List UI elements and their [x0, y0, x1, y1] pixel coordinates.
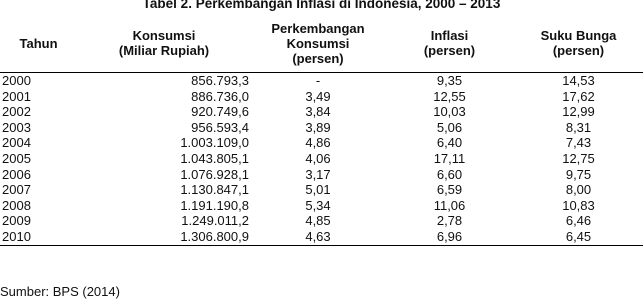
- cell-perkembangan: 3,49: [305, 88, 331, 104]
- cell-tahun: 2004: [2, 135, 31, 151]
- cell-tahun: 2002: [2, 104, 31, 120]
- cell-tahun: 2010: [0, 229, 77, 245]
- header-inflasi: [385, 14, 514, 73]
- cell-konsumsi: 886.736,0: [191, 88, 249, 104]
- cell-tahun: 2001: [2, 88, 31, 104]
- cell-perkembangan: 3,84: [305, 104, 331, 120]
- cell-suku-bunga: 17,62: [562, 88, 595, 104]
- data-table: [0, 14, 643, 246]
- cell-inflasi: 6,60: [436, 166, 463, 182]
- cell-konsumsi: 1.249.011,2: [181, 213, 249, 229]
- cell-konsumsi: 1.003.109,0: [180, 135, 249, 151]
- cell-perkembangan: 4,63: [251, 229, 385, 245]
- cell-perkembangan: 3,17: [305, 166, 331, 182]
- cell-suku-bunga: 10,83: [562, 197, 595, 213]
- cell-suku-bunga: 7,43: [565, 135, 592, 151]
- cell-suku-bunga: 9,75: [565, 166, 592, 182]
- header-line: (persen): [292, 50, 344, 66]
- cell-tahun: 2006: [2, 166, 31, 182]
- cell-perkembangan: 5,01: [305, 182, 331, 198]
- cell-perkembangan: 4,86: [305, 135, 331, 151]
- cell-tahun: 2005: [2, 150, 31, 166]
- header-line: Konsumsi: [286, 35, 350, 51]
- cell-inflasi: 5,06: [436, 119, 463, 135]
- cell-perkembangan: 4,06: [305, 150, 331, 166]
- header-line: Konsumsi: [132, 28, 196, 43]
- header-line: Tahun: [19, 35, 58, 51]
- source-note: Sumber: BPS (2014): [0, 284, 120, 299]
- cell-inflasi: 12,55: [433, 88, 466, 104]
- cell-konsumsi: 1.191.190,8: [180, 197, 249, 213]
- cell-konsumsi: 1.076.928,1: [180, 166, 249, 182]
- table-row: [0, 213, 643, 229]
- table-row: [0, 167, 643, 183]
- table-row: [0, 198, 643, 214]
- cell-inflasi: 6,96: [385, 229, 514, 245]
- header-perkembangan-konsumsi: [251, 14, 385, 73]
- table-title: Tabel 2. Perkembangan Inflasi di Indonesia, 2000 – 2013: [142, 0, 501, 11]
- cell-inflasi: 9,35: [436, 73, 463, 88]
- cell-perkembangan: 3,89: [305, 119, 331, 135]
- cell-konsumsi: 1.043.805,1: [180, 150, 249, 166]
- cell-tahun: 2000: [2, 73, 31, 88]
- cell-inflasi: 10,03: [433, 104, 466, 120]
- cell-inflasi: 2,78: [436, 213, 463, 229]
- header-line: Inflasi: [430, 28, 469, 43]
- cell-konsumsi: 1.306.800,9: [77, 229, 251, 245]
- cell-tahun: 2008: [2, 197, 31, 213]
- cell-suku-bunga: 6,46: [565, 213, 592, 229]
- table-row: [0, 229, 643, 245]
- cell-suku-bunga: 12,75: [562, 150, 595, 166]
- cell-konsumsi: 920.749,6: [191, 104, 249, 120]
- cell-konsumsi: 856.793,3: [191, 73, 249, 88]
- header-line: (Miliar Rupiah): [118, 43, 210, 58]
- table-row: [0, 104, 643, 120]
- table-row: [0, 135, 643, 151]
- cell-perkembangan: 4,85: [305, 213, 331, 229]
- cell-suku-bunga: 8,31: [565, 119, 592, 135]
- table-row: [0, 73, 643, 89]
- cell-tahun: 2003: [2, 119, 31, 135]
- cell-konsumsi: 1.130.847,1: [180, 182, 249, 198]
- header-konsumsi: [77, 14, 251, 73]
- cell-inflasi: 17,11: [433, 150, 466, 166]
- cell-inflasi: 11,06: [433, 197, 466, 213]
- table-row: [0, 151, 643, 167]
- header-row: [0, 14, 643, 73]
- header-tahun: [0, 14, 77, 73]
- table-row: [0, 182, 643, 198]
- cell-suku-bunga: 12,99: [562, 104, 595, 120]
- cell-perkembangan: 5,34: [305, 197, 331, 213]
- table-row: [0, 89, 643, 105]
- header-line: (persen): [423, 43, 476, 58]
- cell-suku-bunga: 6,45: [514, 229, 643, 245]
- cell-tahun: 2009: [2, 213, 31, 229]
- header-line: (persen): [552, 43, 605, 58]
- header-suku-bunga: [514, 14, 643, 73]
- header-line: Perkembangan: [271, 20, 365, 36]
- cell-inflasi: 6,59: [436, 182, 463, 198]
- table-row: [0, 120, 643, 136]
- cell-perkembangan: -: [315, 73, 321, 88]
- cell-inflasi: 6,40: [436, 135, 463, 151]
- cell-tahun: 2007: [2, 182, 31, 198]
- header-line: Suku Bunga: [540, 28, 617, 43]
- cell-konsumsi: 956.593,4: [191, 119, 249, 135]
- cell-suku-bunga: 8,00: [565, 182, 592, 198]
- cell-suku-bunga: 14,53: [562, 73, 595, 88]
